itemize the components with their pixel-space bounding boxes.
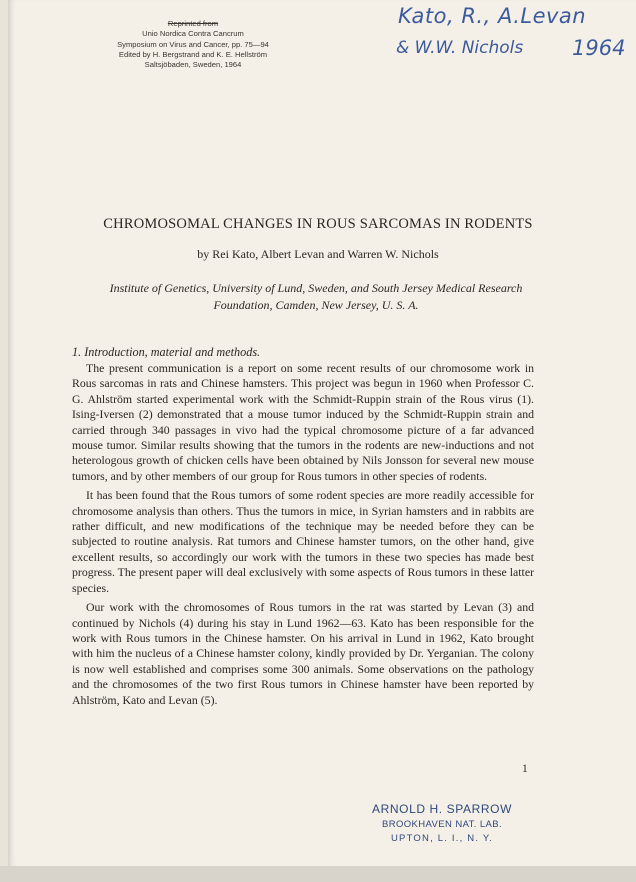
handwritten-authors-line-1: Kato, R., A.Levan xyxy=(398,4,587,28)
stamp-line-1: ARNOLD H. SPARROW xyxy=(372,802,512,816)
institute-affiliation: Institute of Genetics, University of Lund, Sweden, and South Jersey Medical Research Foundation, Camden, New Jersey, U. S. A. xyxy=(109,281,523,312)
section-heading: 1. Introduction, material and methods. xyxy=(72,345,261,359)
stamp-line-3: UPTON, L. I., N. Y. xyxy=(391,833,493,844)
reprint-line-3: Symposium on Virus and Cancer, pp. 75—94 xyxy=(117,39,269,49)
reprint-line-5: Saltsjöbaden, Sweden, 1964 xyxy=(144,60,242,70)
page-bottom-edge xyxy=(0,866,636,882)
paragraph: It has been found that the Rous tumors of some rodent species are more readily accessible for chromosome analysis than others. Thus the tumors in mice, in Syrian hamsters and in rabbits are rather difficult, and new modifications of the technique may be needed before they can be subjected to routine analysis. Rat tumors and Chinese hamster tumors, on the other hand, give excellent results, so accordingly our work with the tumors in these two species has made best progress. The present paper will deal exclusively with some aspects of Rous tumors in these latter species. xyxy=(72,488,534,595)
paper-title: CHROMOSOMAL CHANGES IN ROUS SARCOMAS IN RODENTS xyxy=(103,216,533,232)
paragraph: The present communication is a report on some recent results of our chromosome work in Rous sarcomas in rats and Chinese hamsters. This project was begun in 1960 when Professor C. G. Ahlström started experimental work with the Schmidt-Ruppin strain of the Rous virus (1). Ising-Iversen (2) demonstrated that a mouse tumor induced by the Schmidt-Ruppin strain and carried through 340 passages in vivo had the typical chromosome picture of a far advanced mouse tumor. Similar results showing that the tumors in the rodents are new-inductions and not heterologous growth of chicken cells have been obtained by Nils Jonsson for several new mouse tumors, and by other members of our group for Rous tumors in other species of rodents. xyxy=(72,361,534,483)
reprint-line-1: Reprinted from xyxy=(167,19,219,28)
library-stamp xyxy=(372,802,512,844)
author-line: by Rei Kato, Albert Levan and Warren W. Nichols xyxy=(197,247,439,261)
handwritten-authors-line-2: & W.W. Nichols xyxy=(396,38,524,58)
handwritten-year: 1964 xyxy=(572,36,626,60)
page-number: 1 xyxy=(522,763,528,775)
reprint-notice xyxy=(78,19,308,70)
stamp-line-2: BROOKHAVEN NAT. LAB. xyxy=(381,819,503,830)
reprint-line-2: Unio Nordica Contra Cancrum xyxy=(142,29,244,39)
paragraph: Our work with the chromosomes of Rous tumors in the rat was started by Levan (3) and continued by Nichols (4) during his stay in Lund 1962—63. Kato has been responsible for the work with Rous tumors in the Chinese hamster. On his arrival in Lund in 1962, Kato brought with him the nucleus of a Chinese hamster colony, kindly provided by Dr. Yerganian. The colony is now well established and comprises some 300 animals. Some observations on the pathology and the chromosomes of the two first Rous tumors in Chinese hamster have been reported by Ahlström, Kato and Levan (5). xyxy=(72,600,534,707)
body-text xyxy=(72,361,534,712)
reprint-line-4: Edited by H. Bergstrand and K. E. Hellström xyxy=(118,49,268,59)
